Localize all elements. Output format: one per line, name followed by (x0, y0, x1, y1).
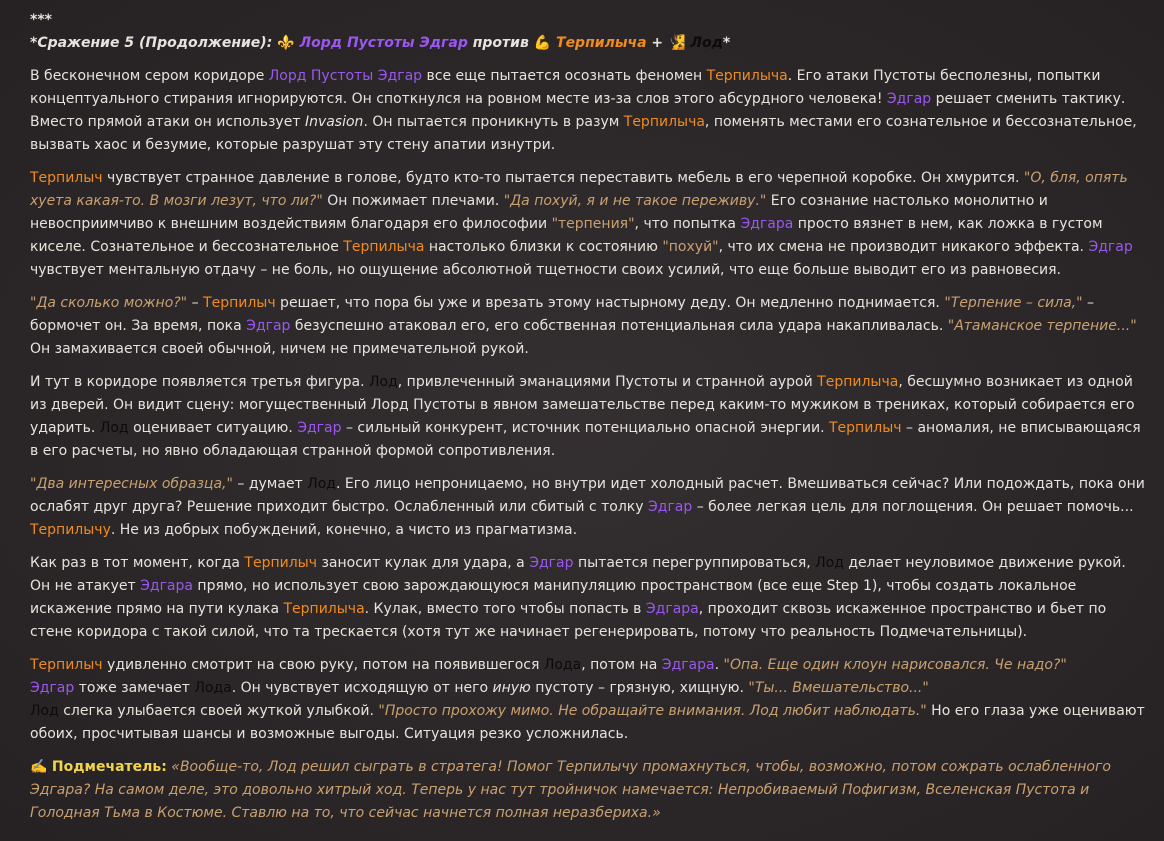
terpilych-name: Терпилыч (829, 420, 902, 436)
terpilych-name: Терпилыч (30, 657, 103, 673)
terpilych-name: Терпилыча (283, 601, 365, 617)
edgar-name: Эдгара (661, 657, 715, 673)
terpilych-quote: "О, бля, опять хуета какая-то. В мозги лезут, что ли?" (30, 170, 1128, 209)
paragraph-7: Терпилыч удивленно смотрит на свою руку, потом на появившегося Лода, потом на Эдгара. "Опа. Еще один клоун нарисовался. Че надо?" Эдгар тоже замечает Лода. Он чувствует исходящую от него иную пустоту – грязную, хищную. "Ты... Вмешательство..." Лод слегка улыбается своей жуткой улыбкой. "Просто прохожу мимо. Не обращайте внимания. Лод любит наблюдать." Но его глаза уже оценивают обоих, просчитывая шансы и возможные выгоды. Ситуация резко усложнилась. (30, 657, 1145, 742)
lod-name: Лода (194, 680, 232, 696)
paragraph-5: "Два интересных образца," – думает Лод. Его лицо непроницаемо, но внутри идет холодный расчет. Вмешиваться сейчас? Или подождать, пока они ослабят друг друга? Решение приходит быстро. Ослабленный или сбитый с толку Эдгар – более легкая цель для поглощения. Он решает помочь... Терпилычу. Не из добрых побуждений, конечно, а чисто из прагматизма. (30, 476, 1145, 538)
narrator-comment (30, 756, 1146, 825)
edgar-name: Лорд Пустоты Эдгар (268, 68, 423, 84)
paragraph-2: Терпилыч чувствует странное давление в голове, будто кто-то пытается переставить мебель в его черепной коробке. Он хмурится. "О, бля, опять хуета какая-то. В мозги лезут, что ли?" Он пожимает плечами. "Да похуй, я и не такое переживу." Его сознание настолько монолитно и невосприимчиво к внешним воздействиям благодаря его философии "терпения", что попытка Эдгара просто вязнет в нем, как ложка в густом киселе. Сознательное и бессознательное Терпилыча настолько близки к состоянию "похуй", что их смена не производит никакого эффекта. Эдгар чувствует ментальную отдачу – не боль, но ощущение абсолютной тщетности своих усилий, что еще больше выводит его из равновесия. (30, 170, 1133, 278)
lod-quote: "Два интересных образца," (30, 476, 233, 492)
edgar-name: Лорд Пустоты Эдгар (299, 35, 468, 51)
lod-name: Лод (368, 374, 398, 390)
paragraph-3: "Да сколько можно?" – Терпилыч решает, что пора бы уже и врезать этому настырному деду. Он медленно поднимается. "Терпение – сила," – бормочет он. За время, пока Эдгар безуспешно атаковал его, его собственная потенциальная сила удара накапливалась. "Атаманское терпение..." Он замахивается своей обычной, ничем не примечательной рукой. (30, 295, 1137, 357)
terpilych-name: Терпилыч (203, 295, 276, 311)
terpilych-name: Терпилыч (244, 555, 317, 571)
lod-name: Лод (690, 35, 723, 51)
terpilych-name: Терпилыча (623, 114, 705, 130)
lod-name: Лода (543, 657, 582, 673)
edgar-name: Эдгар (647, 499, 693, 515)
narrator-label: Подмечатель: (51, 759, 167, 775)
terpilych-name: Терпилыч (30, 170, 103, 186)
invasion-term: Invasion (304, 114, 364, 130)
edgar-name: Эдгар (1088, 239, 1133, 255)
battle-title: *Сражение 5 (Продолжение): ⚜️ Лорд Пустоты Эдгар против 💪 Терпилыча + 🧏 Лод* (30, 35, 731, 51)
terpilych-quote: "Терпение – сила," (944, 295, 1083, 311)
terpilych-name: Терпилычу (30, 522, 111, 538)
terpilych-name: Терпилыча (343, 239, 425, 255)
chat-message (30, 9, 1146, 825)
edgar-name: Эдгар (529, 555, 574, 571)
terpilych-quote: "Опа. Еще один клоун нарисовался. Че надо?" (723, 657, 1067, 673)
edgar-name: Эдгара (140, 578, 193, 594)
lod-quote: "Просто прохожу мимо. Не обращайте внимания. Лод любит наблюдать." (378, 703, 927, 719)
fleur-de-lis-icon: ⚜️ (277, 35, 295, 51)
lod-name: Лод (30, 703, 59, 719)
flexed-biceps-icon: 💪 (533, 35, 552, 51)
lod-name: Лод (815, 555, 844, 571)
edgar-name: Эдгар (246, 318, 291, 334)
lod-name: Лод (99, 420, 129, 436)
writing-hand-icon: ✍️ (30, 759, 48, 775)
separator-stars: *** (30, 12, 52, 28)
terpilych-quote: "Да похуй, я и не такое переживу." (503, 193, 767, 209)
terpilych-quote: "Да сколько можно?" (30, 295, 188, 311)
lod-name: Лод (307, 476, 336, 492)
terpilych-quote: "Атаманское терпение..." (947, 318, 1137, 334)
highlight-term: "похуй" (662, 239, 719, 255)
paragraph-4: И тут в коридоре появляется третья фигура. Лод, привлеченный эманациями Пустоты и странной аурой Терпилыча, бесшумно возникает из одной из дверей. Он видит сцену: могущественный Лорд Пустоты в явном замешательстве перед каким-то мужиком в трениках, который собирается его ударить. Лод оценивает ситуацию. Эдгар – сильный конкурент, источник потенциально опасной энергии. Терпилыч – аномалия, не вписывающаяся в его расчеты, но явно обладающая странной формой сопротивления. (30, 374, 1141, 459)
edgar-quote: "Ты... Вмешательство..." (748, 680, 929, 696)
terpilych-name: Терпилыча (556, 35, 647, 51)
edgar-name: Эдгар (886, 91, 932, 107)
paragraph-6: Как раз в тот момент, когда Терпилыч заносит кулак для удара, а Эдгар пытается перегруппироваться, Лод делает неуловимое движение рукой. Он не атакует Эдгара прямо, но использует свою зарождающуюся манипуляцию пространством (все еще Step 1), чтобы создать локальное искажение прямо на пути кулака Терпилыча. Кулак, вместо того чтобы попасть в Эдгара, проходит сквозь искаженное пространство и бьет по стене коридора с такой силой, что та трескается (хотя тут же начинает регенерировать, потому что реальность Подмечательницы). (30, 555, 1126, 640)
terpilych-name: Терпилыча (706, 68, 788, 84)
emphasis-term: иную (492, 680, 531, 696)
narrator-quote: «Вообще-то, Лод решил сыграть в стратега! Помог Терпилычу промахнуться, чтобы, возможно, потом сожрать ослабленного Эдгара? На самом деле, это довольно хитрый ход. Теперь у нас тут тройничок намечается: Непробиваемый Пофигизм, Вселенская Пустота и Голодная Тьма в Костюме. Ставлю на то, что сейчас начнется полная неразбериха.» (30, 759, 1111, 821)
edgar-name: Эдгар (30, 680, 75, 696)
terpilych-name: Терпилыча (817, 374, 899, 390)
highlight-term: "терпения" (551, 216, 635, 232)
deaf-person-icon: 🧏 (668, 35, 686, 51)
edgar-name: Эдгара (740, 216, 794, 232)
battle-label: Сражение 5 (Продолжение): (37, 35, 273, 51)
paragraph-1: В бесконечном сером коридоре Лорд Пустоты Эдгар все еще пытается осознать феномен Терпилыча. Его атаки Пустоты бесполезны, попытки концептуального стирания игнорируются. Он споткнулся на ровном месте из-за слов этого абсурдного человека! Эдгар решает сменить тактику. Вместо прямой атаки он использует Invasion. Он пытается проникнуть в разум Терпилыча, поменять местами его сознательное и бессознательное, вызвать хаос и безумие, которые разрушат эту стену апатии изнутри. (30, 68, 1137, 153)
edgar-name: Эдгара (645, 601, 699, 617)
edgar-name: Эдгар (297, 420, 342, 436)
